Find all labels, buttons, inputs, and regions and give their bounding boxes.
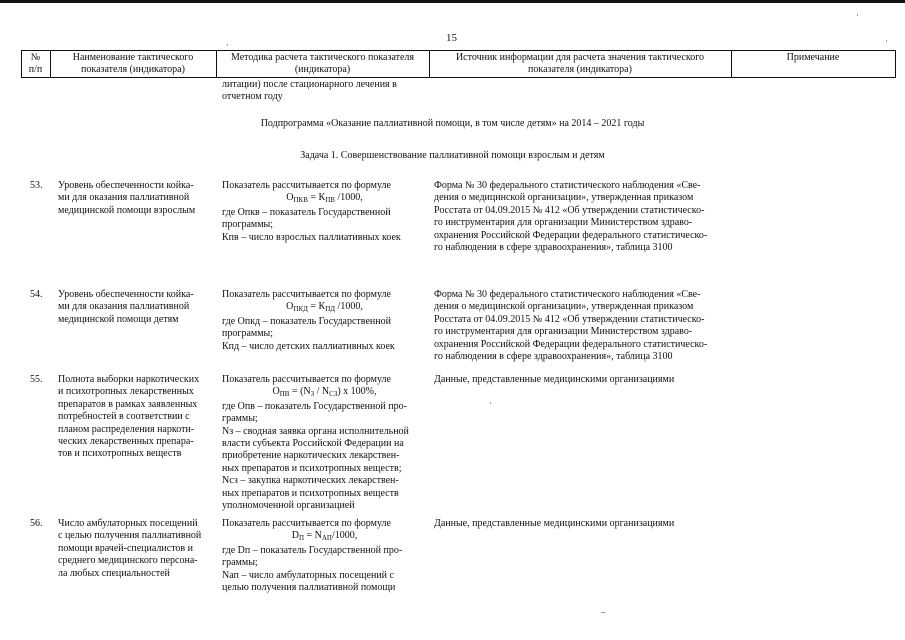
subprogram-title: Подпрограмма «Оказание паллиативной помощи, в том числе детям» на 2014 – 2021 годы [260,118,645,129]
indicator-name: Полнота выборки наркотических и психотропных лекарственных препаратов в рамках заявленных потребностей в соответствии с планом распределения наркоти- ческих лекарственных препара- тов и психотропных веществ [58,374,200,460]
scan-speck: – [601,607,606,617]
scan-speck: · [226,40,229,50]
formula: $О_{ПКВ} = К_{ПВ}$ /1000, [286,192,363,205]
source-text: Форма № 30 федерального статистического наблюдения «Све- дения о медицинской организации», утвержденная приказом Росстата от 04.09.2015 № 412 «Об утверждении статистическо- го инструментария для организации Министерством здраво- охранения Российской Федерации федерального статистическо- го наблюдения в сфере здравоохранения», таблица 3100 [434,289,708,363]
indicator-name: Число амбулаторных посещений с целью получения паллиативной помощи врачей-специалистов и среднего медицинского персона- ла любых специальностей [58,518,202,579]
method-text: Показатель рассчитывается по формуле $О_{ПКД} = К_{ПД}$ /1000, где Опкд – показатель Государственной программы; Кпд – число детских паллиативных коек [222,289,427,353]
header-top-rule [21,50,896,51]
page-top-border [0,0,905,3]
header-bottom-rule [21,77,896,78]
row-number: 54. [30,289,43,300]
header-name: Наименование тактического показателя (индикатора) [72,52,194,75]
header-method: Методика расчета тактического показателя (индикатора) [230,52,415,75]
formula: $D_П = N_{АП}/1000$, [291,530,358,543]
header-source: Источник информации для расчета значения тактического показателя (индикатора) [455,52,705,75]
formula: $О_{ПКД} = К_{ПД}$ /1000, [286,301,363,314]
header-num: № п/п [28,52,43,75]
scan-speck: · [885,36,888,46]
task-title: Задача 1. Совершенствование паллиативной помощи взрослым и детям [300,150,605,161]
method-text: Показатель рассчитывается по формуле $D_П = N_{АП}/1000$, где Dп – показатель Государственной про- граммы; Nап – число амбулаторных посещений с целью получения паллиативной помощи [222,518,427,594]
indicator-name: Уровень обеспеченности койка- ми для оказания паллиативной медицинской помощи взрослым [58,180,196,216]
page-number: 15 [446,32,457,44]
source-text: Форма № 30 федерального статистического наблюдения «Све- дения о медицинской организации», утвержденная приказом Росстата от 04.09.2015 № 412 «Об утверждении статистическо- го инструментария для организации Министерством здраво- охранения Российской Федерации федерального статистическо- го наблюдения в сфере здравоохранения», таблица 3100 [434,180,708,254]
scan-speck: · [856,10,859,20]
indicator-name: Уровень обеспеченности койка- ми для оказания паллиативной медицинской помощи детям [58,289,194,325]
source-text: Данные, представленные медицинскими организациями [434,374,675,385]
row-number: 53. [30,180,43,191]
header-note: Примечание [786,52,840,63]
method-text: Показатель рассчитывается по формуле $О_{ПВ} = (N_З / N_{СЗ})$ x 100%, где Опв – показатель Государственной про- граммы; Nз – сводная заявка органа исполнительной власти субъекта Российской Федерации на приобретение наркотических лекарствен- ных препаратов и психотропных веществ; Nсз – закупка наркотических лекарствен- ных препаратов и психотропных веществ уполномоченной организацией [222,374,427,512]
scan-speck: · [489,398,492,408]
formula: $О_{ПВ} = (N_З / N_{СЗ})$ x 100%, [272,386,377,399]
row-number: 56. [30,518,43,529]
row-number: 55. [30,374,43,385]
header-border [895,50,896,77]
continuation-text: литации) после стационарного лечения в отчетном году [222,79,397,103]
method-text: Показатель рассчитывается по формуле $О_{ПКВ} = К_{ПВ}$ /1000, где Опкв – показатель Государственной программы; Кпв – число взрослых паллиативных коек [222,180,427,244]
source-text: Данные, представленные медицинскими организациями [434,518,675,529]
